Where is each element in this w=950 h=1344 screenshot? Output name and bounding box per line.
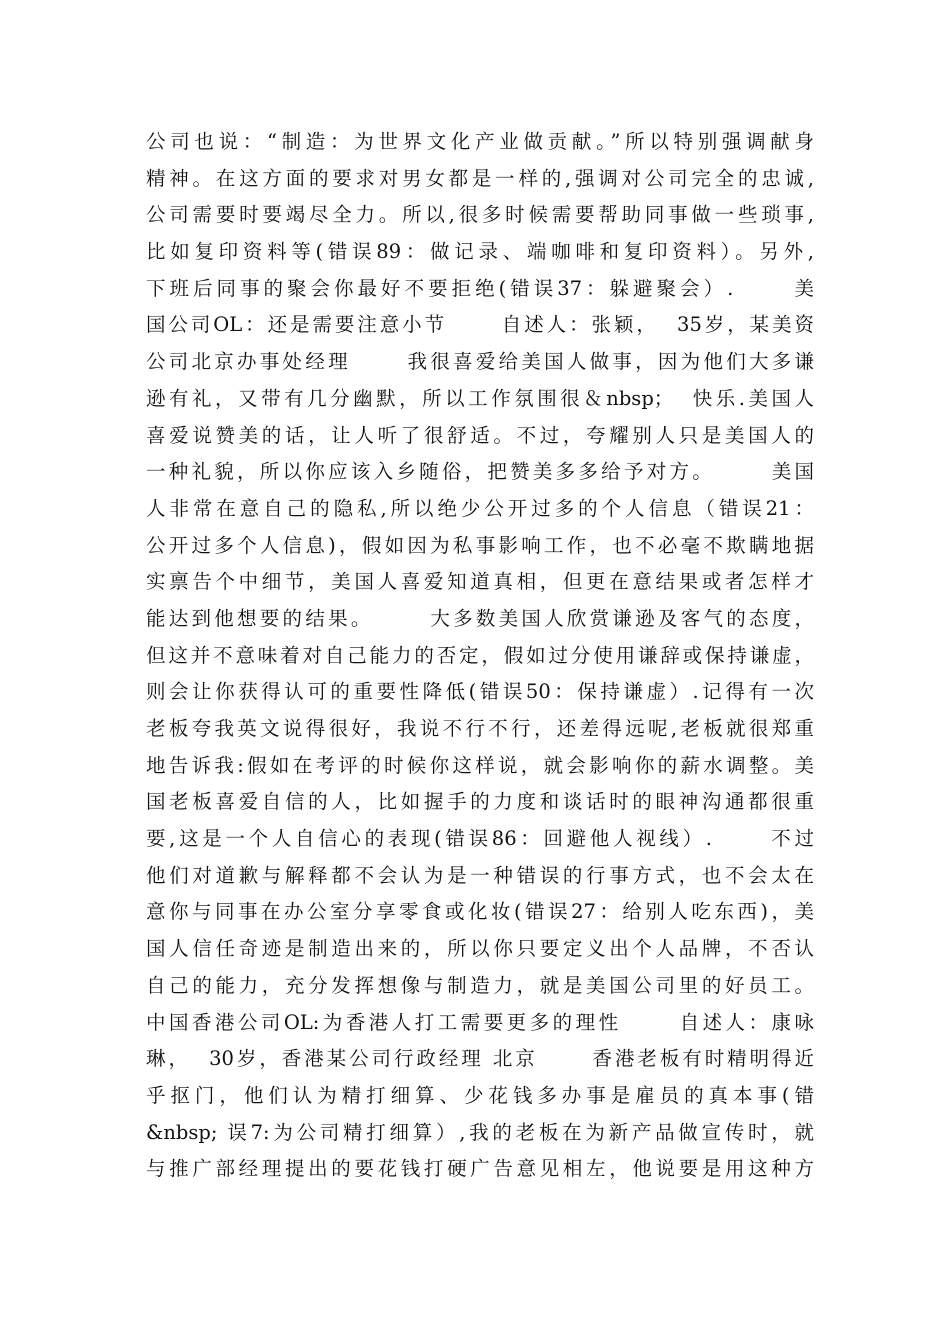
text-line: 比如复印资料等(错误89：做记录、端咖啡和复印资料）。另外, <box>146 240 814 264</box>
text-line: 国公司OL：还是需要注意小节 自述人：张颖， 35岁，某美资 <box>146 313 814 337</box>
text-line: 实禀告个中细节，美国人喜爱知道真相，但更在意结果或者怎样才 <box>146 570 814 594</box>
text-line: &nbsp; 误7:为公司精打细算）,我的老板在为新产品做宣传时，就 <box>146 1120 814 1144</box>
text-line: 与推广部经理提出的要花钱打硬广告意见相左，他说要是用这种方 <box>146 1157 814 1181</box>
text-line: 则会让你获得认可的重要性降低(错误50：保持谦虚）.记得有一次 <box>146 680 814 704</box>
text-line: 要,这是一个人自信心的表现(错误86：回避他人视线）. 不过 <box>146 827 814 851</box>
text-line: 但这并不意味着对自己能力的否定，假如过分使用谦辞或保持谦虚， <box>146 643 814 667</box>
text-line: 意你与同事在办公室分享零食或化妆(错误27：给别人吃东西)，美 <box>146 900 814 924</box>
text-line: 能达到他想要的结果。 大多数美国人欣赏谦逊及客气的态度， <box>146 606 814 630</box>
body-text <box>146 124 814 1188</box>
text-line: 琳， 30岁，香港某公司行政经理 北京 香港老板有时精明得近 <box>146 1047 814 1071</box>
text-line: 公司北京办事处经理 我很喜爱给美国人做事，因为他们大多谦 <box>146 350 814 374</box>
text-line: 精神。在这方面的要求对男女都是一样的,强调对公司完全的忠诚, <box>146 166 814 190</box>
text-line: 人非常在意自己的隐私,所以绝少公开过多的个人信息（错误21： <box>146 496 814 520</box>
text-line: 公司需要时要竭尽全力。所以,很多时候需要帮助同事做一些琐事, <box>146 203 814 227</box>
text-line: 公开过多个人信息)，假如因为私事影响工作，也不必毫不欺瞒地据 <box>146 533 814 557</box>
text-line: 公司也说：“制造：为世界文化产业做贡献。”所以特别强调献身 <box>146 130 814 153</box>
text-line: 老板夸我英文说得很好，我说不行不行，还差得远呢,老板就很郑重 <box>146 717 814 740</box>
text-line: 乎抠门，他们认为精打细算、少花钱多办事是雇员的真本事(错 <box>146 1083 814 1107</box>
text-line: 逊有礼，又带有几分幽默，所以工作氛围很＆nbsp； 快乐.美国人 <box>146 386 814 410</box>
text-line: 一种礼貌，所以你应该入乡随俗，把赞美多多给予对方。 美国 <box>146 460 814 484</box>
text-line: 喜爱说赞美的话，让人听了很舒适。不过，夸耀别人只是美国人的 <box>146 423 814 447</box>
text-line: 地告诉我:假如在考评的时候你这样说，就会影响你的薪水调整。美 <box>146 753 814 777</box>
text-line: 国人信任奇迹是制造出来的，所以你只要定义出个人品牌，不否认 <box>146 937 814 961</box>
text-line: 国老板喜爱自信的人，比如握手的力度和谈话时的眼神沟通都很重 <box>146 790 814 814</box>
text-line: 中国香港公司OL:为香港人打工需要更多的理性 自述人：康咏 <box>146 1010 814 1034</box>
text-line: 下班后同事的聚会你最好不要拒绝(错误37：躲避聚会）. 美 <box>146 276 814 300</box>
text-line: 他们对道歉与解释都不会认为是一种错误的行事方式，也不会太在 <box>146 863 814 887</box>
text-line: 自己的能力，充分发挥想像与制造力，就是美国公司里的好员工。 <box>146 973 814 997</box>
